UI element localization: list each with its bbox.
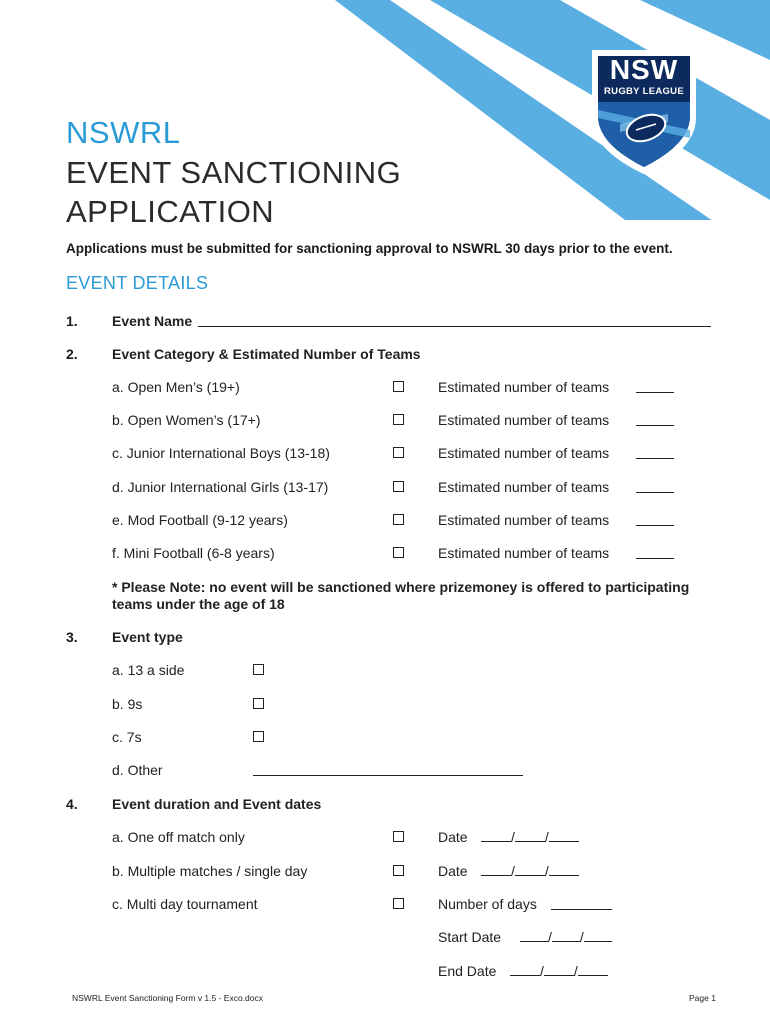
duration-multi-day-checkbox[interactable] <box>393 898 404 909</box>
category-open-womens-checkbox[interactable] <box>393 414 404 425</box>
number-of-days-label: Number of days <box>438 896 537 912</box>
end-date-day[interactable] <box>510 961 540 976</box>
category-junior-girls-label: d. Junior International Girls (13-17) <box>112 479 329 495</box>
category-mini-football-label: f. Mini Football (6-8 years) <box>112 545 275 561</box>
type-other-field[interactable] <box>253 761 523 776</box>
date-separator: / <box>511 863 515 879</box>
type-7s-checkbox[interactable] <box>253 731 264 742</box>
estimate-field-junior-boys[interactable] <box>636 444 674 459</box>
intro-text: Applications must be submitted for sanctioning approval to NSWRL 30 days prior to the event. <box>66 241 673 256</box>
category-junior-girls-checkbox[interactable] <box>393 481 404 492</box>
prizemoney-note-line2: teams under the age of 18 <box>112 596 285 612</box>
start-date-month[interactable] <box>552 927 580 942</box>
date-separator: / <box>579 929 584 945</box>
type-9s-checkbox[interactable] <box>253 698 264 709</box>
one-off-date-day[interactable] <box>481 827 511 842</box>
one-off-date-field[interactable] <box>481 827 579 847</box>
date-separator: / <box>548 929 552 945</box>
section-title-event-details: EVENT DETAILS <box>66 273 209 293</box>
event-type-label: Event type <box>112 629 183 645</box>
start-date-label: Start Date <box>438 929 502 945</box>
estimate-field-mod-football[interactable] <box>636 511 674 526</box>
prizemoney-note-line1: * Please Note: no event will be sanctioned where prizemoney is offered to participating <box>112 579 690 595</box>
logo-rugby-league-text: RUGBY LEAGUE <box>604 86 684 97</box>
question-3-number: 3. <box>66 629 78 645</box>
nsw-rugby-league-logo <box>590 48 698 174</box>
one-off-date-month[interactable] <box>515 827 545 842</box>
event-name-field[interactable] <box>198 312 711 327</box>
estimate-field-mini-football[interactable] <box>636 544 674 559</box>
category-open-mens-checkbox[interactable] <box>393 381 404 392</box>
category-junior-boys-checkbox[interactable] <box>393 447 404 458</box>
type-13-a-side-label: a. 13 a side <box>112 662 185 678</box>
estimate-field-open-mens[interactable] <box>636 378 674 393</box>
category-mod-football-label: e. Mod Football (9-12 years) <box>112 512 288 528</box>
estimate-field-open-womens[interactable] <box>636 411 674 426</box>
duration-one-off-checkbox[interactable] <box>393 831 404 842</box>
question-1-number: 1. <box>66 313 78 329</box>
footer-page-number: Page 1 <box>689 993 716 1003</box>
title-event-sanctioning: EVENT SANCTIONING <box>66 155 402 190</box>
event-name-label: Event Name <box>112 313 193 329</box>
category-open-mens-label: a. Open Men’s (19+) <box>112 379 240 395</box>
one-off-date-label: Date <box>438 829 468 845</box>
title-application: APPLICATION <box>66 194 275 229</box>
type-9s-label: b. 9s <box>112 696 143 712</box>
estimate-label-mod-football: Estimated number of teams <box>438 512 610 528</box>
end-date-year[interactable] <box>578 961 608 976</box>
estimate-label-mini-football: Estimated number of teams <box>438 545 610 561</box>
date-separator: / <box>540 963 544 979</box>
start-date-year[interactable] <box>584 927 612 942</box>
category-junior-boys-label: c. Junior International Boys (13-18) <box>112 445 330 461</box>
number-of-days-field[interactable] <box>551 895 612 910</box>
question-4-number: 4. <box>66 796 78 812</box>
category-mini-football-checkbox[interactable] <box>393 547 404 558</box>
estimate-label-junior-boys: Estimated number of teams <box>438 445 610 461</box>
question-2-number: 2. <box>66 346 78 362</box>
estimate-label-open-mens: Estimated number of teams <box>438 379 610 395</box>
type-other-label: d. Other <box>112 762 163 778</box>
estimate-label-open-womens: Estimated number of teams <box>438 412 610 428</box>
one-off-date-year[interactable] <box>549 827 579 842</box>
footer-filename: NSWRL Event Sanctioning Form v 1.5 - Exco.docx <box>72 993 264 1003</box>
type-7s-label: c. 7s <box>112 729 142 745</box>
estimate-field-junior-girls[interactable] <box>636 478 674 493</box>
end-date-field[interactable] <box>510 961 608 981</box>
duration-multiple-matches-checkbox[interactable] <box>393 865 404 876</box>
date-separator: / <box>544 863 549 879</box>
logo-nsw-text: NSW <box>609 54 679 85</box>
date-separator: / <box>511 829 515 845</box>
start-date-day[interactable] <box>520 927 548 942</box>
estimate-label-junior-girls: Estimated number of teams <box>438 479 610 495</box>
date-separator: / <box>544 829 549 845</box>
multiple-matches-date-label: Date <box>438 863 468 879</box>
multiple-date-year[interactable] <box>549 861 579 876</box>
category-mod-football-checkbox[interactable] <box>393 514 404 525</box>
event-category-label: Event Category & Estimated Number of Teams <box>112 346 421 362</box>
end-date-label: End Date <box>438 963 497 979</box>
type-13-a-side-checkbox[interactable] <box>253 664 264 675</box>
end-date-month[interactable] <box>544 961 574 976</box>
category-open-womens-label: b. Open Women’s (17+) <box>112 412 261 428</box>
duration-multiple-matches-label: b. Multiple matches / single day <box>112 863 308 879</box>
duration-multi-day-label: c. Multi day tournament <box>112 896 258 912</box>
title-nswrl: NSWRL <box>66 115 181 150</box>
multiple-date-month[interactable] <box>515 861 545 876</box>
event-duration-label: Event duration and Event dates <box>112 796 322 812</box>
date-separator: / <box>573 963 578 979</box>
multiple-matches-date-field[interactable] <box>481 861 579 881</box>
duration-one-off-label: a. One off match only <box>112 829 245 845</box>
multiple-date-day[interactable] <box>481 861 511 876</box>
start-date-field[interactable] <box>520 927 612 947</box>
